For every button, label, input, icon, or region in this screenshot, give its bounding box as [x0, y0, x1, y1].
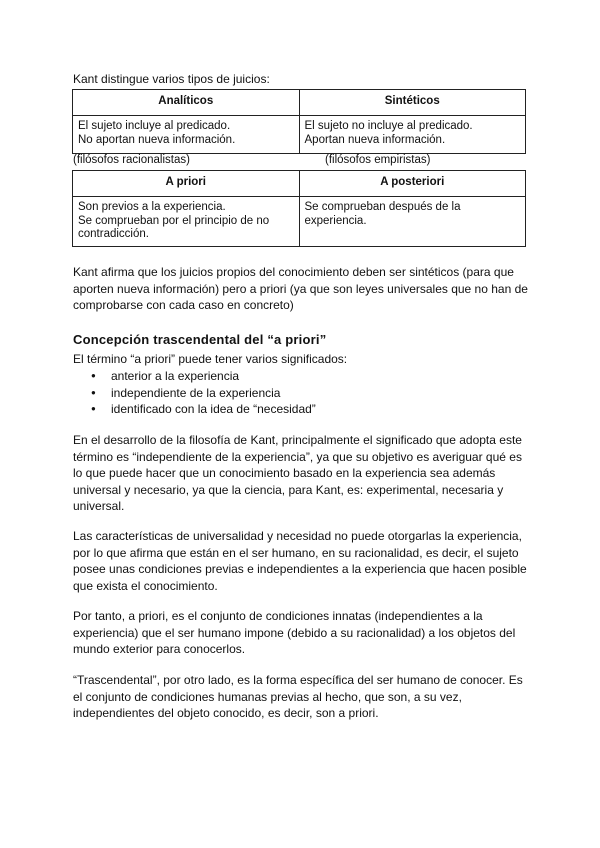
- paragraph-caracteristicas: Las características de universalidad y necesidad no puede otorgarlas la experiencia, por lo que afirma que están en el ser humano, en su racionalidad, es decir, el sujeto posee unas condiciones previas e independientes a la experiencia que hacen posible que exista el conocimiento.: [73, 529, 527, 593]
- note-racionalistas: (filósofos racionalistas): [73, 154, 190, 166]
- cell-a-priori: Son previos a la experiencia. Se comprueban por el principio de no contradicción.: [73, 197, 300, 247]
- paragraph-sinteticos-a-priori: Kant afirma que los juicios propios del conocimiento deben ser sintéticos (para que aporten nueva información) pero a priori (ya que son leyes universales que no han de comprobarse con cada caso en concreto): [73, 265, 528, 312]
- header-analiticos: Analíticos: [73, 90, 300, 116]
- cell-sinteticos: El sujeto no incluye al predicado. Aportan nueva información.: [299, 116, 526, 154]
- meanings-list: [73, 368, 316, 418]
- judgments-table-analytic-synthetic: [72, 89, 526, 154]
- header-sinteticos: Sintéticos: [299, 90, 526, 116]
- note-empiristas: (filósofos empiristas): [325, 154, 431, 166]
- list-item: ● anterior a la experiencia: [111, 368, 316, 385]
- paragraph-trascendental: “Trascendental”, por otro lado, es la forma específica del ser humano de conocer. Es el conjunto de condiciones humanas previas al hecho, que son, a su vez, independientes del objeto conocido, es decir, son a priori.: [73, 673, 523, 720]
- judgments-table-apriori-aposteriori: [72, 170, 526, 247]
- paragraph-significados: El término “a priori” puede tener varios significados:: [73, 352, 348, 366]
- paragraph-por-tanto: Por tanto, a priori, es el conjunto de condiciones innatas (independientes a la experiencia) que el ser humano impone (debido a su racionalidad) a los objetos del mundo exterior para conocerlos.: [73, 609, 516, 656]
- header-a-priori: A priori: [73, 171, 300, 197]
- paragraph-desarrollo: En el desarrollo de la filosofía de Kant, principalmente el significado que adopta este término es “independiente de la experiencia”, ya que su objetivo es averiguar qué es lo que puede hacer que un conocimiento basado en la experiencia sea además universal y necesario, ya que la ciencia, para Kant, es: experimental, necesaria y universal.: [73, 433, 522, 513]
- cell-a-posteriori: Se comprueban después de la experiencia.: [299, 197, 526, 247]
- cell-analiticos: El sujeto incluye al predicado. No aportan nueva información.: [73, 116, 300, 154]
- list-item: ● independiente de la experiencia: [111, 385, 316, 402]
- list-item: ● identificado con la idea de “necesidad”: [111, 401, 316, 418]
- header-a-posteriori: A posteriori: [299, 171, 526, 197]
- section-heading: Concepción trascendental del “a priori”: [73, 332, 327, 347]
- intro-text: Kant distingue varios tipos de juicios:: [73, 72, 270, 86]
